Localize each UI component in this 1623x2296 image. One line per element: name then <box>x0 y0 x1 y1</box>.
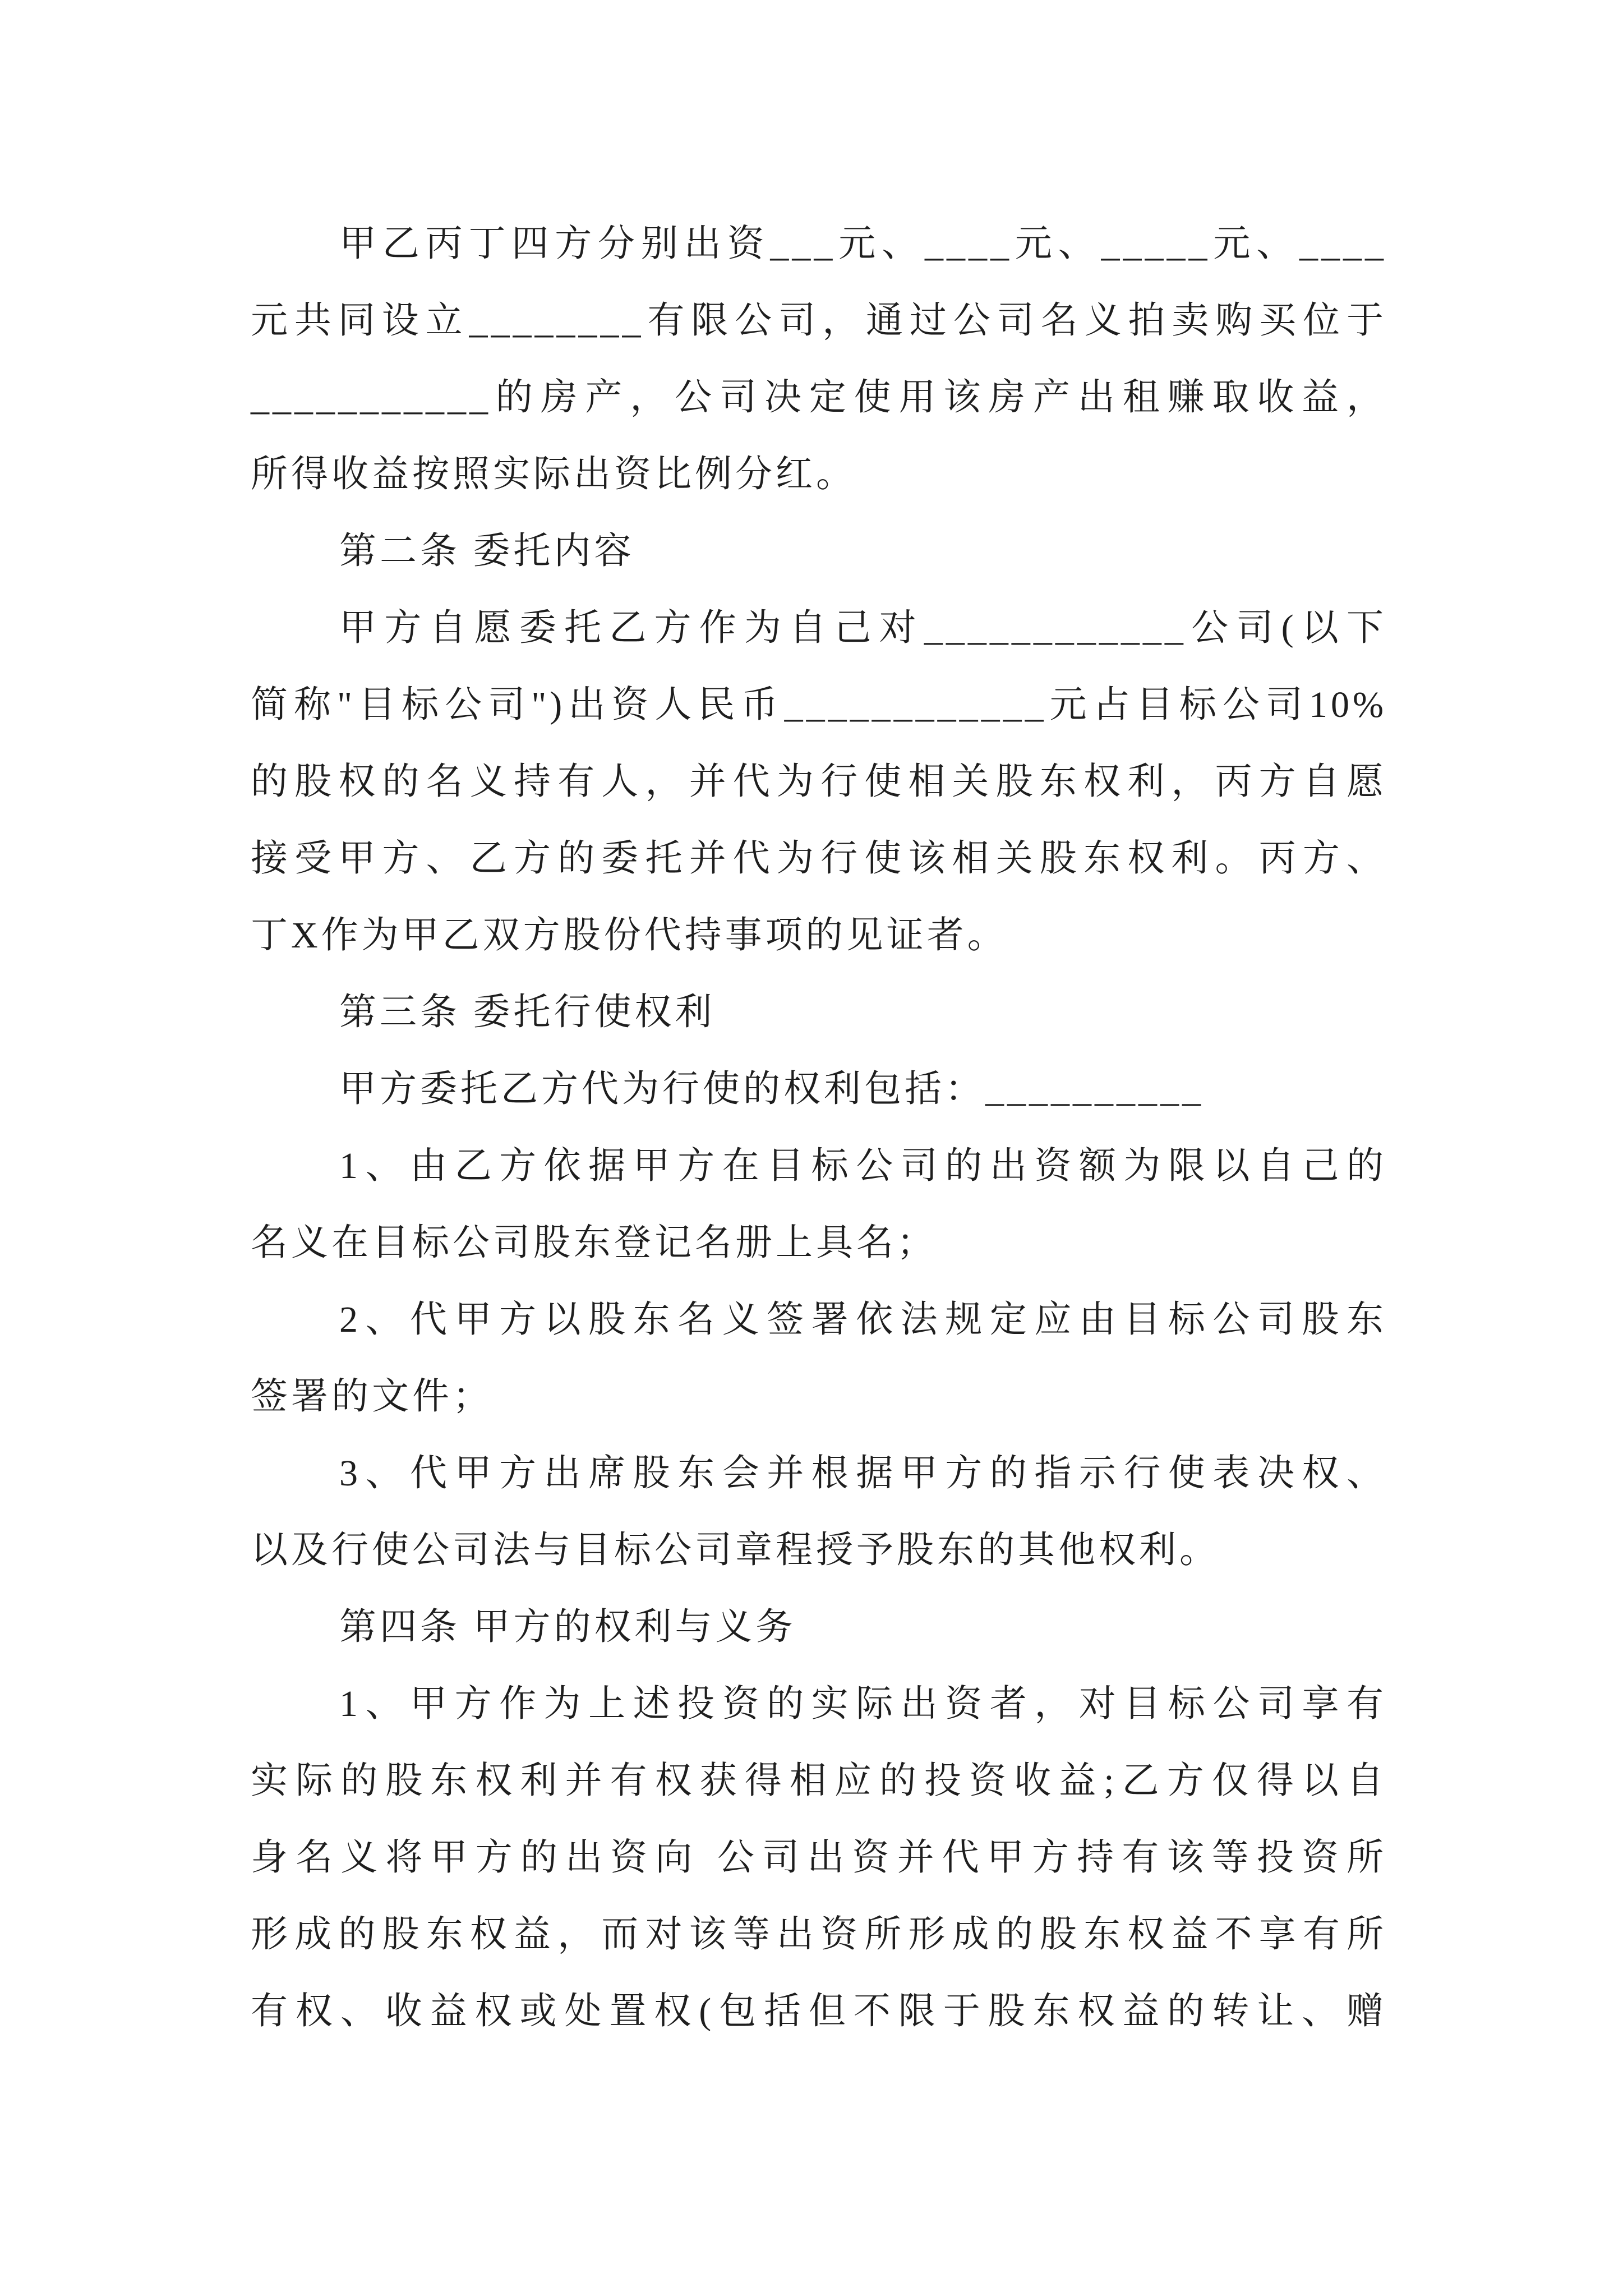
clause-3-item-line: 名义在目标公司股东登记名册上具名； <box>251 1222 937 1263</box>
clause-3-heading: 第三条 委托行使权利 <box>339 992 716 1033</box>
clause-2-line: 简称"目标公司")出资人民币____________元占目标公司10% <box>251 684 1387 725</box>
intro-line: 甲乙丙丁四方分别出资___元、____元、_____元、____ <box>339 223 1387 264</box>
clause-2-line: 甲方自愿委托乙方作为自己对____________公司(以下 <box>339 608 1387 648</box>
clause-2-line: 的股权的名义持有人，并代为行使相关股东权利，丙方自愿 <box>251 761 1387 802</box>
clause-2-heading: 第二条 委托内容 <box>339 531 635 572</box>
clause-4-item-line: 有权、收益权或处置权(包括但不限于股东权益的转让、赠 <box>251 1991 1387 2032</box>
clause-4-section <box>251 1589 1387 2050</box>
clause-4-item <box>251 1665 1387 2050</box>
clause-3-item-line: 1、由乙方依据甲方在目标公司的出资额为限以自己的 <box>339 1145 1387 1186</box>
clause-4-item-line: 实际的股东权利并有权获得相应的投资收益;乙方仅得以自 <box>251 1760 1387 1801</box>
intro-line: ___________的房产，公司决定使用该房产出租赚取收益， <box>251 377 1387 418</box>
intro-paragraph <box>251 205 1387 513</box>
clause-3-item-line: 签署的文件； <box>251 1376 493 1417</box>
clause-3-item <box>251 1128 1387 1281</box>
clause-3-lead: 甲方委托乙方代为行使的权利包括：__________ <box>339 1069 1204 1110</box>
clause-3-item-line: 2、代甲方以股东名义签署依法规定应由目标公司股东 <box>339 1299 1387 1340</box>
document-page <box>251 205 1387 2050</box>
clause-3-item <box>251 1435 1387 1589</box>
clause-4-item-line: 身名义将甲方的出资向 公司出资并代甲方持有该等投资所 <box>251 1837 1387 1878</box>
clause-2-line: 丁X作为甲乙双方股份代持事项的见证者。 <box>251 915 1008 956</box>
clause-3-item <box>251 1281 1387 1435</box>
clause-2-section <box>251 513 1387 974</box>
intro-line: 元共同设立________有限公司，通过公司名义拍卖购买位于 <box>251 300 1387 341</box>
clause-3-item-line: 以及行使公司法与目标公司章程授予股东的其他权利。 <box>251 1530 1220 1571</box>
clause-3-section <box>251 974 1387 1589</box>
clause-4-item-line: 1、甲方作为上述投资的实际出资者，对目标公司享有 <box>339 1683 1387 1724</box>
clause-4-item-line: 形成的股东权益，而对该等出资所形成的股东权益不享有所 <box>251 1914 1387 1955</box>
clause-4-heading: 第四条 甲方的权利与义务 <box>339 1607 796 1648</box>
intro-line: 所得收益按照实际出资比例分红。 <box>251 454 856 495</box>
clause-2-line: 接受甲方、乙方的委托并代为行使该相关股东权利。丙方、 <box>251 838 1387 879</box>
clause-3-item-line: 3、代甲方出席股东会并根据甲方的指示行使表决权、 <box>339 1453 1387 1494</box>
